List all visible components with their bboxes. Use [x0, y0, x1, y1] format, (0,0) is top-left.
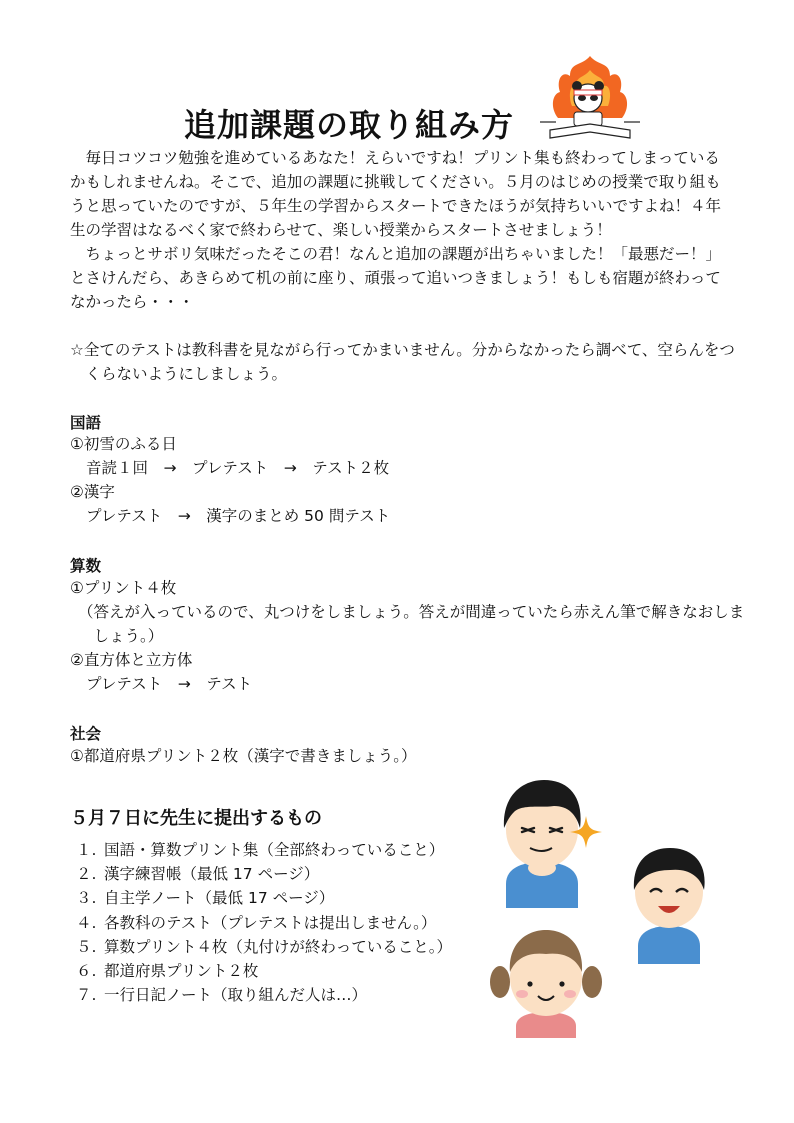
submission-heading: ５月７日に先生に提出するもの — [70, 808, 322, 829]
submission-item-text: 各教科のテスト（プレテストは提出しません。） — [104, 913, 437, 932]
submission-item-text: 国語・算数プリント集（全部終わっていること） — [104, 841, 445, 859]
girl-smiling-illustration — [486, 926, 606, 1038]
submission-item-text: 算数プリント４枚（丸付けが終わっていること。） — [104, 937, 452, 956]
boy-smiling-illustration — [624, 842, 714, 964]
page-title: 追加課題の取り組み方 — [184, 106, 515, 144]
submission-item-text: 自主学ノート（最低 17 ページ） — [104, 889, 335, 908]
kokugo-item-2-detail: プレテスト → 漢字のまとめ 50 問テスト — [86, 507, 391, 525]
section-heading-sansu: 算数 — [70, 557, 102, 575]
shakai-item-1: ①都道府県プリント２枚（漢字で書きましょう。） — [70, 747, 417, 765]
test-note: ☆全てのテストは教科書を見ながら行ってかまいません。分からなかったら調べて、空らんをつくらないようにしましょう。 — [70, 341, 735, 383]
submission-item — [76, 838, 452, 862]
intro-paragraph-1: 毎日コツコツ勉強を進めているあなた！えらいですね！プリント集も終わってしまっているかもしれませんね。そこで、追加の課題に挑戦してください。５月のはじめの授業で取り組もうと思っていたのですが、５年生の学習からスタートできたほうが気持ちいいですよね！４年生の学習はなるべく家で終わらせて、楽しい授業からスタートさせましょう！ — [70, 149, 722, 239]
sansu-item-2: ②直方体と立方体 — [70, 651, 193, 669]
kokugo-item-2: ②漢字 — [70, 483, 115, 501]
submission-item-text: 漢字練習帳（最低 17 ページ） — [104, 865, 320, 884]
submission-item-number: ６. — [76, 961, 97, 980]
submission-item-number: ２. — [76, 865, 97, 884]
submission-item-number: １. — [76, 841, 97, 859]
submission-item — [76, 935, 452, 959]
section-heading-kokugo: 国語 — [70, 414, 102, 432]
sansu-item-1-detail: （答えが入っているので、丸つけをしましょう。答えが間違っていたら赤えん筆で解きなおしましょう。） — [78, 603, 745, 645]
kokugo-item-1: ①初雪のふる日 — [70, 435, 177, 453]
submission-item-number: ３. — [76, 889, 97, 908]
submission-item-number: ５. — [76, 937, 97, 956]
sparkle-icon — [568, 814, 604, 850]
submission-list — [76, 838, 452, 1007]
submission-item — [76, 983, 452, 1007]
sansu-item-1: ①プリント４枚 — [70, 579, 177, 597]
submission-item — [76, 911, 452, 935]
sansu-item-2-detail: プレテスト → テスト — [86, 675, 253, 693]
section-heading-shakai: 社会 — [70, 725, 102, 743]
submission-item-text: 一行日記ノート（取り組んだ人は…） — [104, 986, 368, 1005]
submission-item — [76, 886, 452, 910]
kokugo-item-1-detail: 音読１回 → プレテスト → テスト２枚 — [86, 459, 390, 477]
submission-item-number: ７. — [76, 986, 97, 1005]
intro-paragraph-2: ちょっとサボリ気味だったそこの君！なんと追加の課題が出ちゃいました！「最悪だー！」とさけんだら、あきらめて机の前に座り、頑張って追いつきましょう！もしも宿題が終わってなかったら・・・ — [70, 245, 722, 311]
submission-item-number: ４. — [76, 913, 97, 932]
submission-item-text: 都道府県プリント２枚 — [104, 961, 259, 980]
panda-studying-on-fire-icon — [540, 52, 640, 144]
submission-item — [76, 959, 452, 983]
submission-item — [76, 862, 452, 886]
